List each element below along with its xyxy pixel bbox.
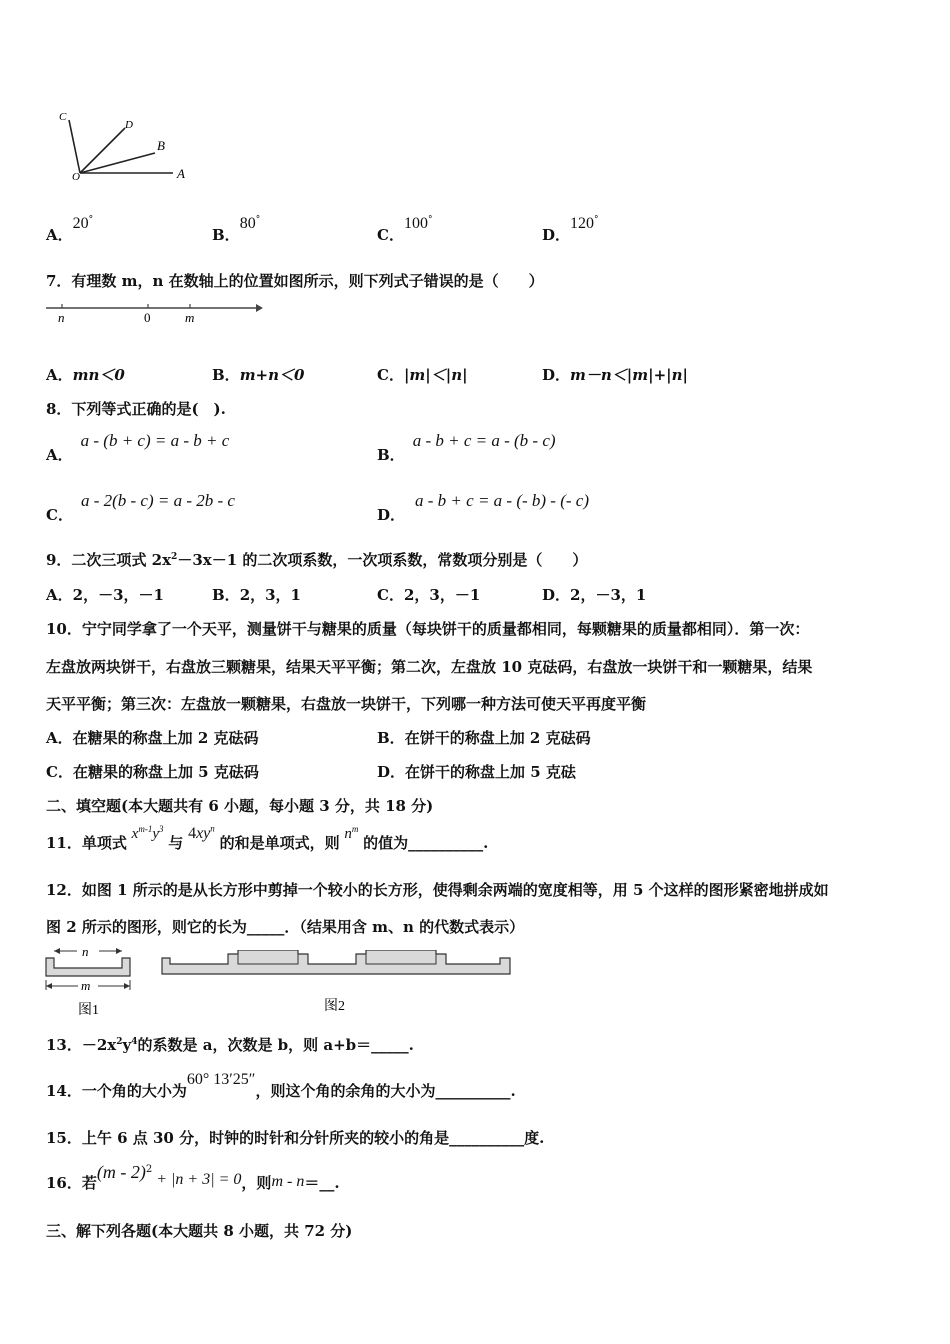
- q9-stem: [46, 549, 587, 570]
- option-text: 在饼干的称盘上加 5 克砝: [405, 763, 576, 781]
- q7-option-a: [46, 364, 125, 385]
- q6-option-a: [46, 212, 94, 244]
- q10-option-d: [377, 761, 576, 782]
- option-value: 80: [239, 215, 256, 232]
- angle-figure: [55, 108, 205, 188]
- option-letter: B．: [212, 366, 240, 384]
- q8-option-c: [46, 490, 235, 524]
- q6-option-d: [542, 212, 599, 244]
- q16-expr3: m - n: [271, 1173, 305, 1190]
- option-text: 在饼干的称盘上加 2 克砝码: [404, 729, 591, 747]
- option-letter: A．: [46, 729, 73, 747]
- option-letter: C．: [377, 366, 404, 384]
- option-letter: A．: [46, 446, 73, 464]
- q9-stem-post: －3x－1 的二次项系数，一次项系数，常数项分别是（ ）: [177, 551, 588, 569]
- label-o: O: [72, 171, 80, 183]
- q16-expr: (m - 2): [96, 1162, 146, 1182]
- q14: [46, 1068, 516, 1100]
- option-letter: C．: [46, 763, 73, 781]
- q12-line1: 12．如图 1 所示的是从长方形中剪掉一个较小的长方形，使得剩余两端的宽度相等，用 5 个这样的图形紧密地拼成如: [46, 881, 829, 899]
- option-value: 20: [72, 215, 89, 232]
- option-letter: B．: [212, 586, 240, 604]
- option-text: 2，3，－1: [403, 586, 481, 604]
- option-text: 2，－3，1: [570, 586, 647, 604]
- q12-line2: 图 2 所示的图形，则它的长为_____．（结果用含 m、n 的代数式表示）: [46, 918, 525, 936]
- option-value: 120: [570, 215, 595, 232]
- q11-mid: 与: [168, 834, 184, 852]
- option-formula: a - (b + c) = a - b + c: [80, 431, 230, 450]
- q9-option-b: [212, 584, 301, 605]
- q13-mid: y: [122, 1036, 132, 1054]
- q11: [46, 822, 488, 854]
- q7-option-c: [377, 364, 468, 385]
- option-letter: B．: [377, 729, 405, 747]
- q11-post: 的和是单项式，则: [219, 834, 340, 852]
- figure-2: [158, 950, 518, 1020]
- q9-option-a: [46, 584, 164, 605]
- q8-option-d: [377, 490, 589, 524]
- monomial-2: $4xy^n$: [188, 823, 215, 842]
- label-a: A: [177, 166, 185, 181]
- q10-line3: 天平平衡；第三次：左盘放一颗糖果，右盘放一块饼干，下列哪一种方法可使天平再度平衡: [46, 695, 647, 713]
- q14-angle: 60° 13′25″: [186, 1071, 256, 1088]
- q15: 15．上午 6 点 30 分，时钟的时针和分针所夹的较小的角是__________度.: [46, 1129, 545, 1147]
- axis-m: m: [185, 310, 195, 325]
- option-text: m+n＜0: [239, 366, 305, 384]
- q13-exp-1: 2: [116, 1037, 123, 1047]
- q9-option-d: [542, 584, 646, 605]
- option-letter: D．: [377, 763, 406, 781]
- option-text: m－n＜|m|+|n|: [570, 366, 688, 384]
- monomial-1: $x^{m-1}y^3$: [131, 824, 164, 842]
- fig1-m-label: m: [81, 978, 91, 993]
- option-formula: a - b + c = a - (b - c): [412, 431, 556, 450]
- option-letter: A．: [46, 586, 73, 604]
- option-letter: B．: [377, 446, 405, 464]
- q16-exp: 2: [145, 1164, 153, 1175]
- q10-line2: 左盘放两块饼干，右盘放三颗糖果，结果天平平衡；第二次，左盘放 10 克砝码，右盘放一块饼干和一颗糖果，结果: [46, 658, 813, 676]
- option-letter: B．: [212, 226, 240, 244]
- option-text: 2，－3，－1: [72, 586, 164, 604]
- degree-symbol: °: [427, 215, 433, 225]
- option-letter: C．: [46, 506, 73, 524]
- option-text: 2，3，1: [239, 586, 301, 604]
- q11-end: 的值为__________.: [363, 834, 489, 852]
- q8-option-b: [377, 430, 556, 464]
- q10-option-a: [46, 727, 259, 748]
- option-text: 在糖果的称盘上加 2 克砝码: [72, 729, 259, 747]
- q9-option-c: [377, 584, 480, 605]
- degree-symbol: °: [594, 215, 599, 225]
- option-letter: D．: [542, 226, 571, 244]
- axis-n: n: [58, 310, 65, 325]
- q10-line1: 10．宁宁同学拿了一个天平，测量饼干与糖果的质量（每块饼干的质量都相同，每颗糖果的质量都相同）．第一次：: [46, 620, 810, 638]
- q14-post: ，则这个角的余角的大小为__________.: [255, 1082, 516, 1100]
- q7-option-d: [542, 364, 688, 385]
- q10-option-b: [377, 727, 591, 748]
- q6-option-c: [377, 212, 433, 244]
- q7-option-b: [212, 364, 304, 385]
- fig1-n-label: n: [82, 944, 89, 959]
- q16: [46, 1162, 340, 1192]
- option-text: 在糖果的称盘上加 5 克砝码: [72, 763, 259, 781]
- figure-1: [42, 944, 137, 1020]
- n-power-m: $n^m$: [344, 824, 359, 842]
- option-formula: a - 2(b - c) = a - 2b - c: [80, 491, 235, 510]
- q16-pre: 16．若: [46, 1174, 97, 1192]
- option-text: |m|＜|n|: [403, 366, 468, 384]
- q16-post2: ＝__.: [304, 1174, 340, 1192]
- q6-options: [46, 212, 906, 242]
- degree-symbol: °: [255, 215, 261, 225]
- q9-exponent: 2: [171, 552, 178, 562]
- option-value: 100: [403, 215, 428, 232]
- option-letter: D．: [377, 506, 406, 524]
- option-letter: C．: [377, 586, 404, 604]
- number-line: [44, 298, 264, 326]
- q9-stem-pre: 9．二次三项式 2x: [46, 551, 172, 569]
- axis-zero: 0: [144, 310, 151, 325]
- fig1-caption: 图1: [78, 1003, 99, 1018]
- degree-symbol: °: [88, 215, 94, 225]
- q13: [46, 1034, 414, 1055]
- q13-post: 的系数是 a，次数是 b，则 a+b＝_____.: [137, 1036, 414, 1054]
- label-c: C: [59, 111, 67, 123]
- label-b: B: [157, 138, 165, 153]
- section-3-heading: 三、解下列各题(本大题共 8 小题，共 72 分): [46, 1222, 353, 1240]
- q8-option-a: [46, 430, 230, 464]
- q16-post1: ，则: [241, 1174, 272, 1192]
- option-letter: A．: [46, 366, 73, 384]
- q14-pre: 14．一个角的大小为: [46, 1082, 187, 1100]
- q13-pre: 13．－2x: [46, 1036, 117, 1054]
- option-letter: A．: [46, 226, 73, 244]
- fig2-caption: 图2: [324, 999, 345, 1014]
- section-2-heading: 二、填空题(本大题共有 6 小题，每小题 3 分，共 18 分): [46, 797, 434, 815]
- option-letter: D．: [542, 366, 571, 384]
- q16-expr2: + |n + 3| = 0: [152, 1171, 242, 1188]
- q7-stem: 7．有理数 m，n 在数轴上的位置如图所示，则下列式子错误的是（ ）: [46, 272, 544, 290]
- option-letter: C．: [377, 226, 404, 244]
- q8-stem: 8．下列等式正确的是( ).: [46, 400, 226, 418]
- q11-pre: 11．单项式: [46, 834, 127, 852]
- q6-option-b: [212, 212, 261, 244]
- label-d: D: [125, 119, 133, 131]
- q13-exp-2: 4: [131, 1037, 138, 1047]
- q10-option-c: [46, 761, 259, 782]
- option-text: mn＜0: [72, 366, 125, 384]
- option-formula: a - b + c = a - (- b) - (- c): [415, 491, 589, 510]
- option-letter: D．: [542, 586, 571, 604]
